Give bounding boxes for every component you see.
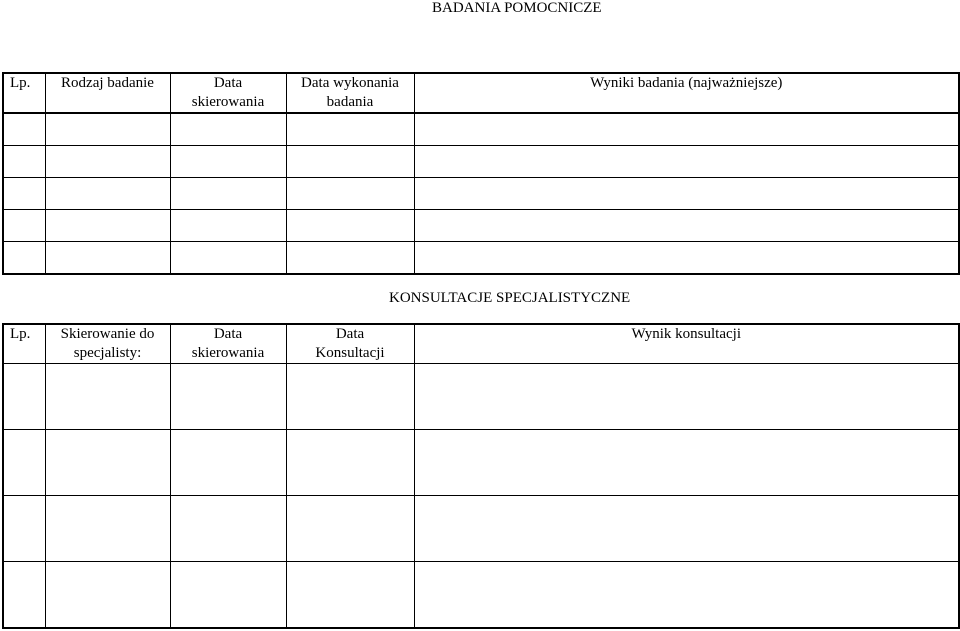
header-specjalisty-line2: specjalisty: — [73, 345, 142, 361]
cell-lp[interactable] — [3, 496, 45, 562]
cell-rodzaj[interactable] — [45, 242, 170, 275]
header-wyniki-badania — [414, 73, 959, 113]
header-wyniki-label: Wyniki badania (najważniejsze) — [590, 75, 783, 91]
header-wynik-label: Wynik konsultacji — [631, 326, 741, 342]
table-header-row — [3, 73, 959, 113]
cell-wyniki[interactable] — [414, 210, 959, 242]
cell-data-wykonania[interactable] — [286, 146, 414, 178]
cell-data-skierowania[interactable] — [170, 430, 286, 496]
header-skierowanie-do-specjalisty — [45, 324, 170, 364]
cell-wyniki[interactable] — [414, 242, 959, 275]
header-rodzaj-badanie — [45, 73, 170, 113]
cell-lp[interactable] — [3, 146, 45, 178]
cell-rodzaj[interactable] — [45, 210, 170, 242]
header-lp-label: Lp. — [10, 75, 31, 91]
header-skierowanie-line1: Skierowanie do — [60, 326, 155, 342]
table-row — [3, 430, 959, 496]
header-konsultacji-line2: Konsultacji — [315, 345, 385, 361]
cell-rodzaj[interactable] — [45, 146, 170, 178]
cell-data-konsultacji[interactable] — [286, 364, 414, 430]
cell-wynik[interactable] — [414, 496, 959, 562]
cell-data-skierowania[interactable] — [170, 496, 286, 562]
cell-wyniki[interactable] — [414, 146, 959, 178]
header-data-konsultacji — [286, 324, 414, 364]
cell-wynik[interactable] — [414, 430, 959, 496]
table-row — [3, 562, 959, 629]
header-data-wykonania-line1: Data wykonania — [301, 75, 399, 91]
cell-lp[interactable] — [3, 430, 45, 496]
cell-lp[interactable] — [3, 562, 45, 629]
cell-data-wykonania[interactable] — [286, 210, 414, 242]
cell-lp[interactable] — [3, 113, 45, 146]
table-row — [3, 242, 959, 275]
header-data-skierowania — [170, 73, 286, 113]
cell-data-wykonania[interactable] — [286, 242, 414, 275]
cell-data-wykonania[interactable] — [286, 113, 414, 146]
cell-data-skierowania[interactable] — [170, 210, 286, 242]
table-header-row — [3, 324, 959, 364]
header-lp — [3, 73, 45, 113]
cell-wynik[interactable] — [414, 364, 959, 430]
table-row — [3, 178, 959, 210]
cell-skierowanie[interactable] — [45, 364, 170, 430]
header-data-konsultacji-line1: Data — [335, 326, 365, 342]
cell-data-skierowania[interactable] — [170, 113, 286, 146]
section-title-konsultacje: KONSULTACJE SPECJALISTYCZNE — [389, 290, 631, 306]
konsultacje-table — [2, 323, 960, 629]
cell-wyniki[interactable] — [414, 113, 959, 146]
cell-lp[interactable] — [3, 364, 45, 430]
header-lp — [3, 324, 45, 364]
cell-skierowanie[interactable] — [45, 562, 170, 629]
header-skierowania-line2: skierowania — [191, 94, 265, 110]
cell-data-skierowania[interactable] — [170, 562, 286, 629]
header-data-skierowania — [170, 324, 286, 364]
cell-skierowanie[interactable] — [45, 430, 170, 496]
header-data-line1: Data — [213, 326, 243, 342]
table-row — [3, 496, 959, 562]
section-title-badania: BADANIA POMOCNICZE — [432, 0, 602, 16]
header-rodzaj-label: Rodzaj badanie — [61, 75, 154, 91]
header-data-line1: Data — [213, 75, 243, 91]
cell-wyniki[interactable] — [414, 178, 959, 210]
table-row — [3, 210, 959, 242]
cell-lp[interactable] — [3, 178, 45, 210]
cell-data-skierowania[interactable] — [170, 178, 286, 210]
cell-rodzaj[interactable] — [45, 113, 170, 146]
cell-lp[interactable] — [3, 242, 45, 275]
header-skierowania-line2: skierowania — [191, 345, 265, 361]
cell-data-konsultacji[interactable] — [286, 430, 414, 496]
cell-data-konsultacji[interactable] — [286, 496, 414, 562]
header-lp-label: Lp. — [10, 326, 31, 342]
cell-data-skierowania[interactable] — [170, 364, 286, 430]
cell-data-skierowania[interactable] — [170, 242, 286, 275]
cell-skierowanie[interactable] — [45, 496, 170, 562]
cell-lp[interactable] — [3, 210, 45, 242]
table-row — [3, 364, 959, 430]
cell-data-skierowania[interactable] — [170, 146, 286, 178]
header-data-wykonania — [286, 73, 414, 113]
header-badania-line2: badania — [326, 94, 374, 110]
table-row — [3, 146, 959, 178]
header-wynik-konsultacji — [414, 324, 959, 364]
table-row — [3, 113, 959, 146]
cell-data-konsultacji[interactable] — [286, 562, 414, 629]
badania-table — [2, 72, 960, 275]
cell-wynik[interactable] — [414, 562, 959, 629]
cell-rodzaj[interactable] — [45, 178, 170, 210]
cell-data-wykonania[interactable] — [286, 178, 414, 210]
